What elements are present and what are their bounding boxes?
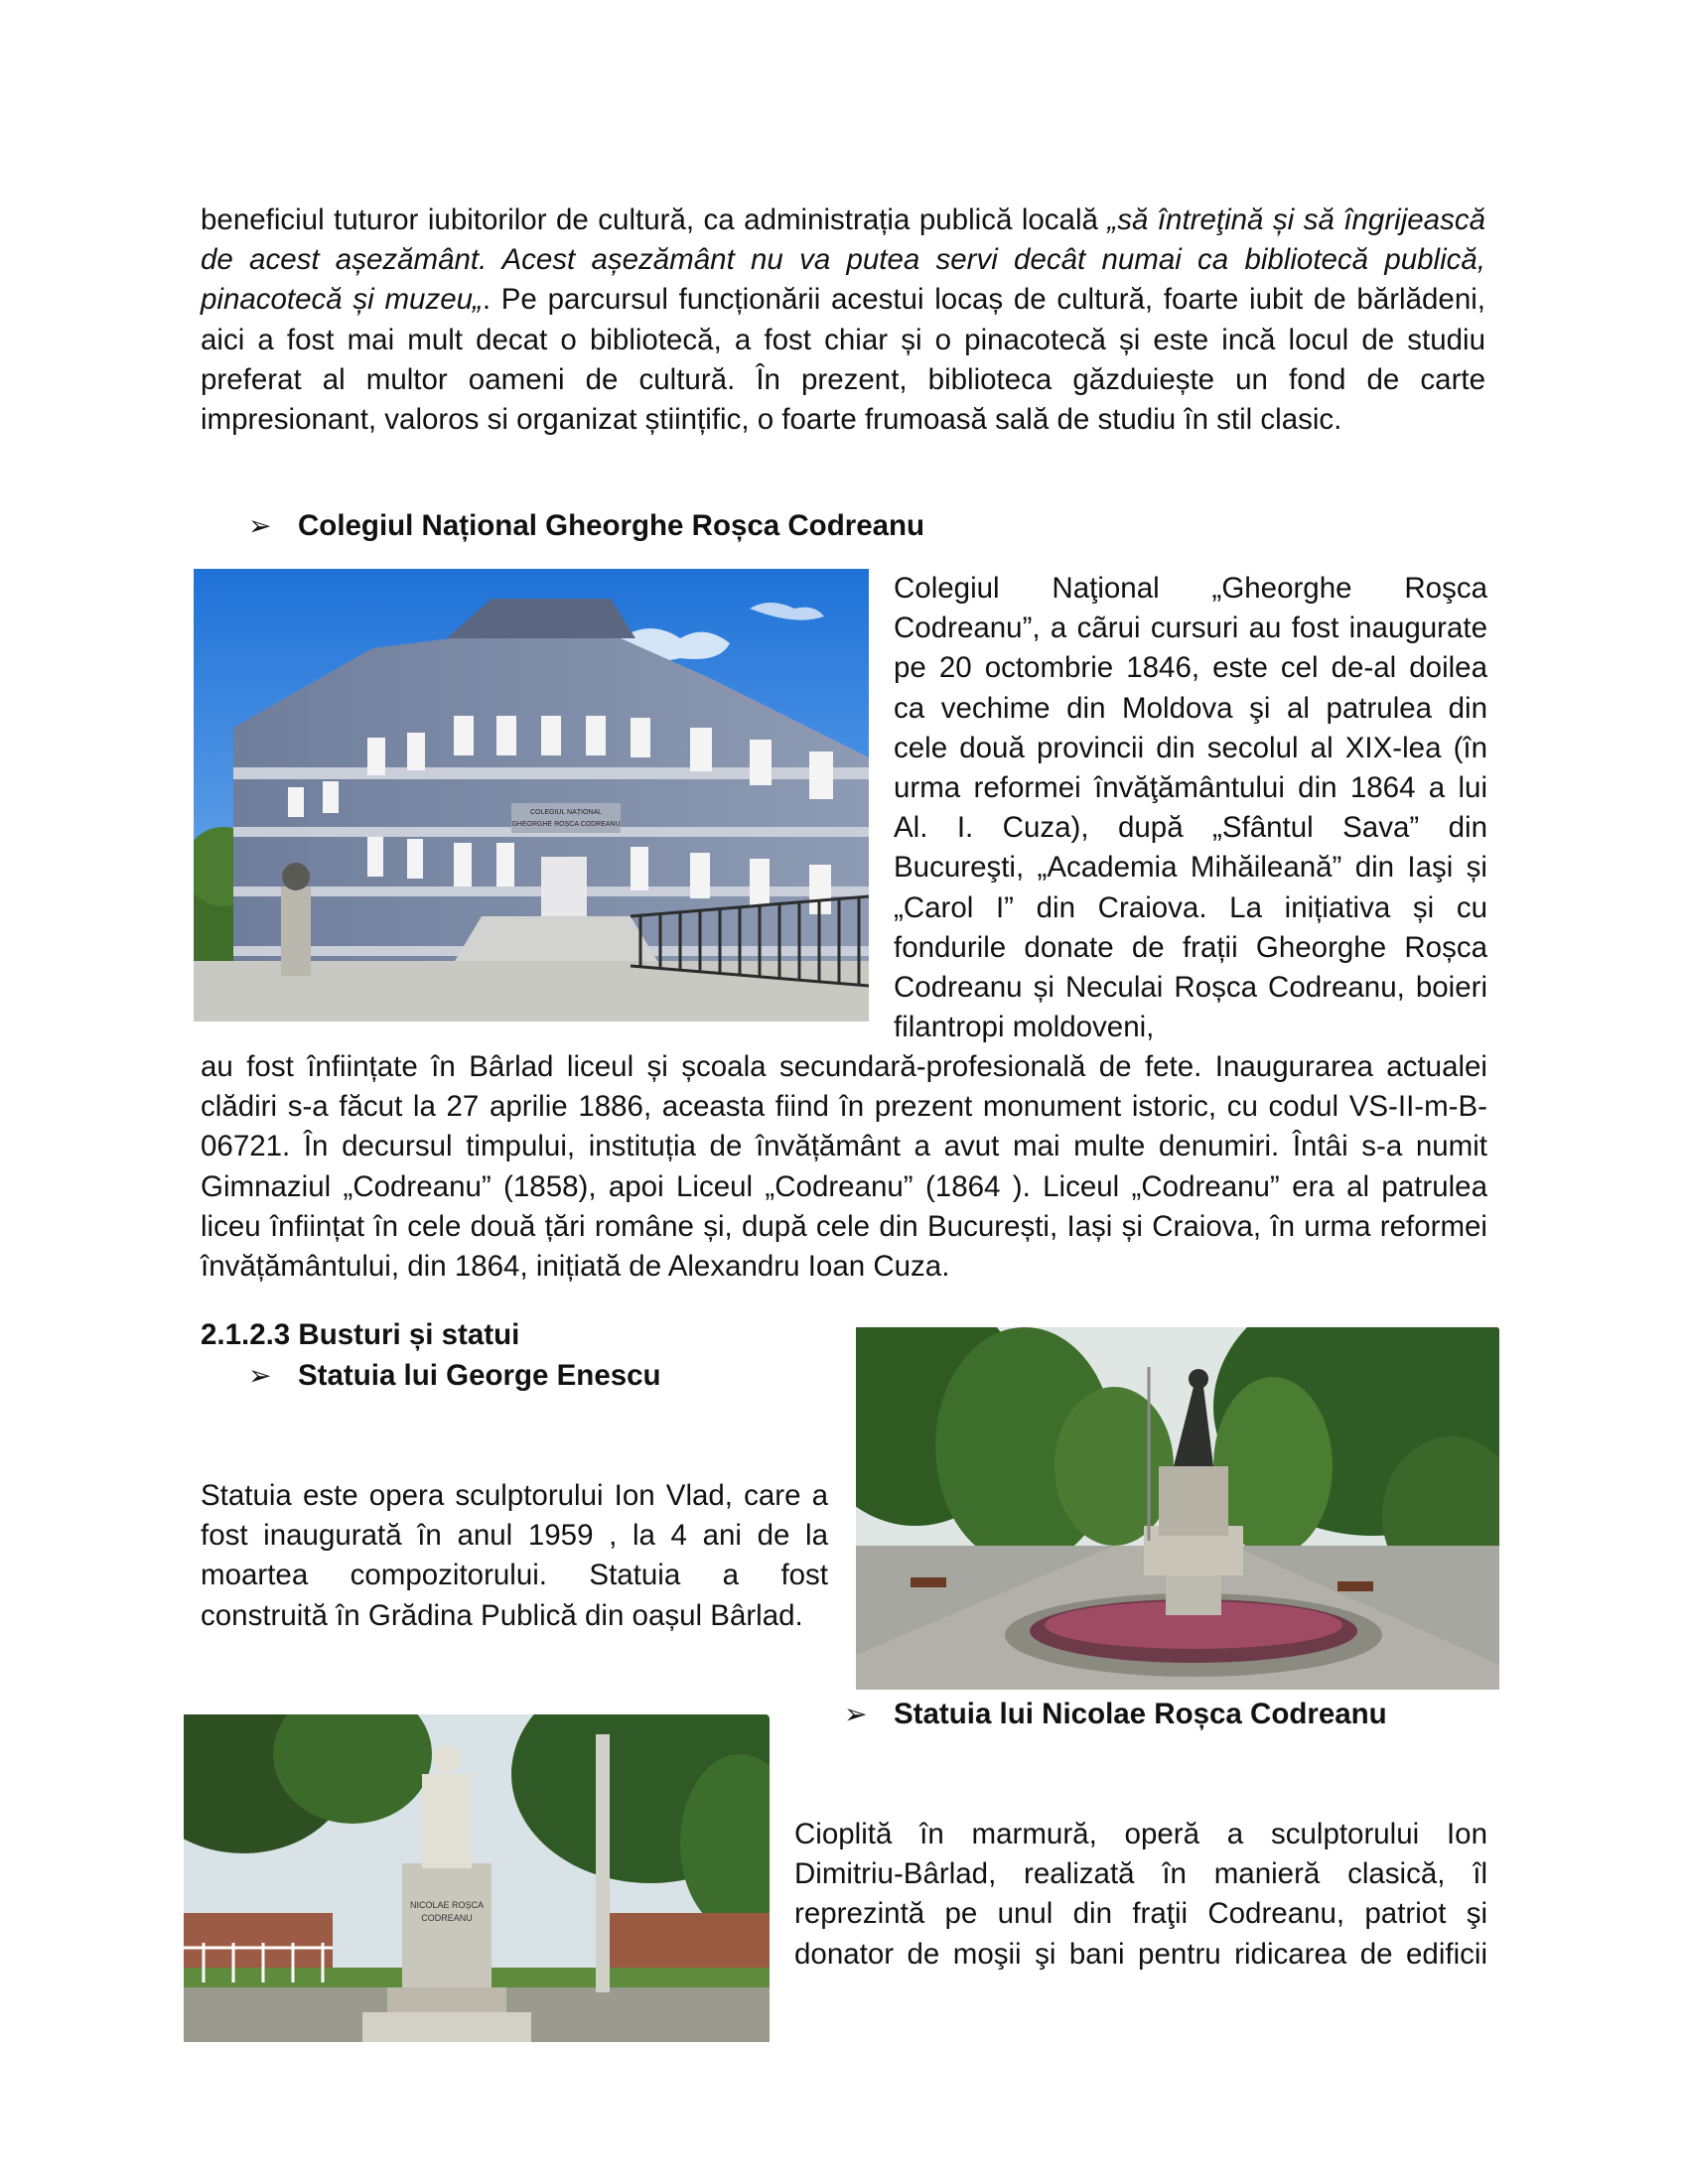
codreanu-statue-photo — [184, 1714, 770, 2042]
enescu-text-line: construită în Grădina Publică din oașul Bârlad. — [201, 1598, 803, 1632]
codreanu-text-line: Dimitriu-Bârlad, realizată în manieră clasică, îl — [794, 1857, 1487, 1891]
enescu-statue-photo — [856, 1327, 1499, 1690]
colegiu-full-text: au fost înființate în Bârlad liceul și școala secundară-profesională de fete. Inaugurarea actualei clădiri s-a făcut la 27 aprilie 1886, aceasta fiind în prezent monument istoric, cu codul VS-II-m-B-06721. În decursul timpului, instituția de învățământ a avut mai multe denumiri. Întâi s-a numit Gimnaziul „Codreanu” (1858), apoi Liceul „Codreanu” (1864 ). Liceul „Codreanu” era al patrulea liceu înființat în cele două țări române și, după cele din București, Iași și Craiova, în urma reformei învățământului, din 1864, inițiată de Alexandru Ioan Cuza. — [201, 1050, 1487, 1284]
intro-text-end: . Pe parcursul funcționării acestui locaș de cultură, foarte iubit de bărlădeni, aici a fost mai mult decat o bibliotecă, a fost chiar și o pinacotecă și este incă locul de studiu preferat al multor oameni de cultură. În prezent, biblioteca găzduiește un fond de carte impresionant, valoros si organizat științific, o foarte frumoasă sală de studiu în stil clasic. — [201, 283, 1485, 437]
intro-text-start: beneficiul tuturor iubitorilor de cultură, ca administrația publică locală — [201, 204, 1108, 236]
plinth-inscription-line2: CODREANU — [421, 1913, 473, 1923]
codreanu-text-line: donator de moşii şi bani pentru ridicarea de edificii — [794, 1937, 1487, 1971]
codreanu-heading: Statuia lui Nicolae Roșca Codreanu — [894, 1698, 1387, 1730]
enescu-text-line: Statuia este opera sculptorului Ion Vlad, care a — [201, 1479, 828, 1512]
building-sign-line1: COLEGIUL NAȚIONAL — [529, 809, 603, 816]
plinth-inscription-line1: NICOLAE ROȘCA — [409, 1900, 485, 1910]
codreanu-paragraph — [794, 1815, 1487, 1975]
intro-quote: „să întreţină și să îngrijească de acest așezământ. Acest așezământ nu va putea servi decât numai ca bibliotecă publică, pinacotecă și muzeu„ — [201, 204, 1485, 317]
codreanu-text-line: reprezintă pe unul din fraţii Codreanu, patriot şi — [794, 1897, 1487, 1931]
intro-paragraph — [201, 201, 1485, 440]
enescu-paragraph — [201, 1476, 828, 1636]
enescu-bullet-icon: ➢ — [248, 1360, 272, 1391]
codreanu-text-line: Cioplită în marmură, operă a sculptorului Ion — [794, 1818, 1487, 1850]
codreanu-bullet-icon: ➢ — [844, 1699, 868, 1729]
busturi-heading: 2.1.2.3 Busturi și statui — [201, 1318, 520, 1351]
colegiu-column-text: Colegiul Naţional „Gheorghe Roşca Codreanu”, a cãrui cursuri au fost inaugurate pe 20 octombrie 1846, este cel de-al doilea ca vechime din Moldova şi al patrulea din cele două provincii din secolul al XIX-lea (în urma reformei învăţământului din 1864 a lui Al. I. Cuza), după „Sfântul Sava” din Bucureşti, „Academia Mihăileană” din Iaşi și „Carol I” din Craiova. La inițiativa și cu fondurile donate de frații Gheorghe Roșca Codreanu și Neculai Roșca Codreanu, boieri filantropi moldoveni, — [894, 572, 1487, 1044]
building-sign-line2: GHEORGHE ROȘCA CODREANU — [511, 821, 621, 828]
colegiu-heading: Colegiul Național Gheorghe Roșca Codreanu — [298, 509, 925, 542]
enescu-heading: Statuia lui George Enescu — [298, 1359, 661, 1392]
enescu-text-line: fost inaugurată în anul 1959 , la 4 ani de la — [201, 1519, 828, 1553]
colegiu-building-photo — [194, 569, 869, 1022]
colegiu-bullet-icon: ➢ — [248, 510, 272, 541]
enescu-text-line: moartea compozitorului. Statuia a fost — [201, 1559, 828, 1592]
